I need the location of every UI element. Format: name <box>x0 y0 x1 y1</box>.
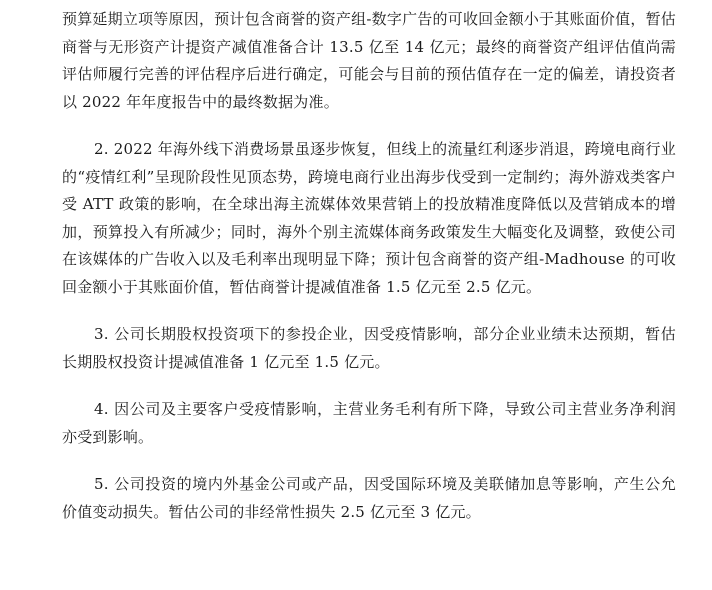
document-body <box>62 6 676 526</box>
paragraph-item-5: 5. 公司投资的境内外基金公司或产品，因受国际环境及美联储加息等影响，产生公允价值变动损失。暂估公司的非经常性损失 2.5 亿元至 3 亿元。 <box>62 475 676 521</box>
paragraph-item-4: 4. 因公司及主要客户受疫情影响，主营业务毛利有所下降，导致公司主营业务净利润亦受到影响。 <box>62 400 676 446</box>
paragraph-item-2: 2. 2022 年海外线下消费场景虽逐步恢复，但线上的流量红利逐步消退，跨境电商行业的“疫情红利”呈现阶段性见顶态势，跨境电商行业出海步伐受到一定制约；海外游戏类客户受 ATT 政策的影响，在全球出海主流媒体效果营销上的投放精准度降低以及营销成本的增加，预算投入有所减少；同时，海外个别主流媒体商务政策发生大幅变化及调整，致使公司在该媒体的广告收入以及毛利率出现明显下降；预计包含商誉的资产组-Madhouse 的可收回金额小于其账面价值，暂估商誉计提减值准备 1.5 亿元至 2.5 亿元。 <box>62 140 676 296</box>
paragraph-gap <box>62 376 676 396</box>
paragraph-gap <box>62 116 676 136</box>
paragraph-gap <box>62 301 676 321</box>
paragraph-continuation: 预算延期立项等原因，预计包含商誉的资产组-数字广告的可收回金额小于其账面价值，暂估商誉与无形资产计提资产减值准备合计 13.5 亿至 14 亿元；最终的商誉资产组评估值尚需评估师履行完善的评估程序后进行确定，可能会与目前的预估值存在一定的偏差，请投资者以 2022 年年度报告中的最终数据为准。 <box>62 10 676 111</box>
paragraph-gap <box>62 451 676 471</box>
paragraph-item-3: 3. 公司长期股权投资项下的参投企业，因受疫情影响，部分企业业绩未达预期，暂估长期股权投资计提减值准备 1 亿元至 1.5 亿元。 <box>62 325 676 371</box>
